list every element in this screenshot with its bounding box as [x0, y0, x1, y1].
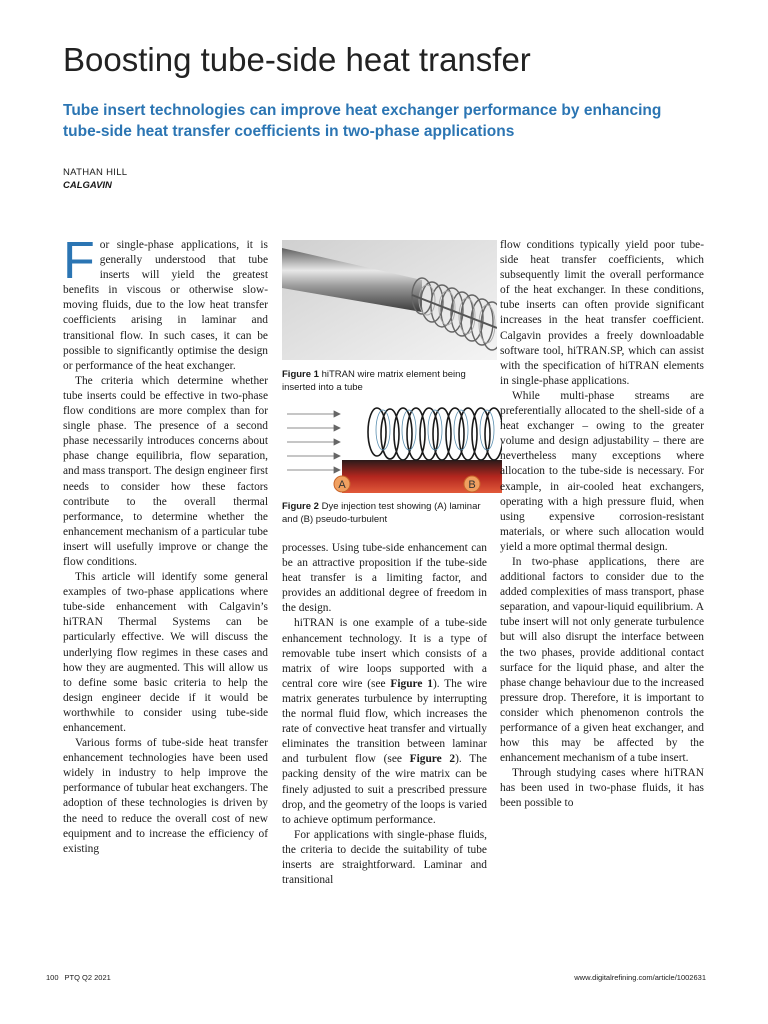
figure-1-caption: Figure 1 hiTRAN wire matrix element being inserted into a tube — [282, 369, 466, 393]
paragraph: Various forms of tube-side heat transfer enhancement technologies have been used widely in industry to help improve the performance of tubular heat exchangers. The adoption of these technologies is driven by the need to reduce the overall cost of new equipment and to increase the efficiency of existing — [63, 737, 268, 855]
paragraph: The criteria which determine whether tube inserts could be effective in two-phase flow conditions are more complex than for single phase. The presence of a second phase necessarily introduces concerns about phase change equilibria, flow separation, and mass transport. The design engineer first needs to consider how these factors contribute to the overall thermal performance, to determine whether the enhancement mechanism of a particular tube insert will usefully improve or change the flow conditions. — [63, 374, 268, 568]
column-1 — [63, 232, 268, 857]
figure-reference: Figure 1 — [390, 677, 433, 690]
paragraph: For single-phase applications, it is generally understood that tube inserts will yield the greatest benefits in viscous or otherwise slow-moving fluids, due to the low heat transfer coefficients arising in laminar and transitional flow. In such cases, it can be possible to significantly optimise the design or performance of the heat exchanger. — [63, 232, 268, 372]
byline — [63, 166, 127, 192]
paragraph: processes. Using tube-side enhancement can be an attractive proposition if the tube-side heat transfer is a limiting factor, and provides an additional degree of freedom in the design. — [282, 542, 487, 615]
issue-label: PTQ Q2 2021 — [64, 973, 111, 982]
footer-left — [46, 973, 111, 982]
article-subtitle: Tube insert technologies can improve heat exchanger performance by enhancing tube-side heat transfer coefficients in two-phase applications — [63, 102, 662, 140]
paragraph: This article will identify some general examples of two-phase applications where tube-side enhancement with Calgavin’s hiTRAN Thermal Systems can be particularly effective. We will discuss the underlying flow regimes in these cases and how they are augmented. This will allow us to define some basic criteria to help the design engineer decide if it would be worthwhile to consider using tube-side enhancement. — [63, 571, 268, 734]
column-3 — [500, 238, 704, 812]
figure-2-image — [282, 400, 502, 493]
figure-reference: Figure 2 — [409, 753, 456, 766]
paragraph: For applications with single-phase fluids, the criteria to decide the suitability of tube inserts are straightforward. Laminar and transitional — [282, 828, 487, 887]
paragraph: hiTRAN is one example of a tube-side enhancement technology. It is a type of removable tube insert which consists of a matrix of wire loops supported with a central core wire (see Figure 1). The wire matrix generates turbulence by interrupting the normal fluid flow, which increases the rate of convective heat transfer and virtually eliminates the transition between laminar and turbulent flow (see Figure 2). The packing density of the wire matrix can be finely adjusted to suit a prescribed pressure drop, and the geometry of the loops is varied to achieve optimum performance. — [282, 617, 487, 826]
paragraph: In two-phase applications, there are additional factors to consider due to the added complexities of mass transport, phase separation, and vapour-liquid equilibrium. A tube insert will not only generate turbulence but will also disrupt the interface between the two phases, provide additional contact surface for the liquid phase, and alter the phase change behaviour due to the increased pressure drop. Therefore, it is important to consider which phenomenon controls the performance of a given heat exchanger, and how this may be affected by the enhancement mechanism of a tube insert. — [500, 555, 704, 765]
marker-b: B — [468, 479, 476, 491]
marker-a: A — [338, 479, 346, 491]
drop-cap: F — [63, 232, 95, 290]
author-organization: CALGAVIN — [63, 180, 112, 191]
figure-1-image — [282, 240, 497, 360]
article-title: Boosting tube-side heat transfer — [63, 41, 531, 78]
paragraph: While multi-phase streams are preferentially allocated to the shell-side of a heat exchanger – owing to the greater volume and design adjustability – there are nevertheless many exceptions where allocation to the tube-side is necessary. For example, in air-cooled heat exchangers, operating with a high pressure fluid, when using expensive corrosion-resistant materials, or where such allocation would yield a more optimal thermal design. — [500, 389, 704, 553]
page-number: 100 — [46, 973, 59, 982]
column-2 — [282, 541, 487, 888]
paragraph: Through studying cases where hiTRAN has been used in two-phase fluids, it has been possible to — [500, 767, 704, 810]
author-name: NATHAN HILL — [63, 167, 128, 178]
figure-2-caption: Figure 2 Dye injection test showing (A) laminar and (B) pseudo-turbulent — [282, 501, 481, 525]
paragraph: flow conditions typically yield poor tube-side heat transfer coefficients, which subsequently limit the overall performance of the heat exchanger. In these conditions, tube inserts can often provide significant increases in the heat transfer coefficient. Calgavin provides a freely downloadable software tool, hiTRAN.SP, which can assist with the specification of hiTRAN elements in single-phase applications. — [500, 239, 704, 387]
article-url[interactable]: www.digitalrefining.com/article/1002631 — [574, 973, 706, 982]
